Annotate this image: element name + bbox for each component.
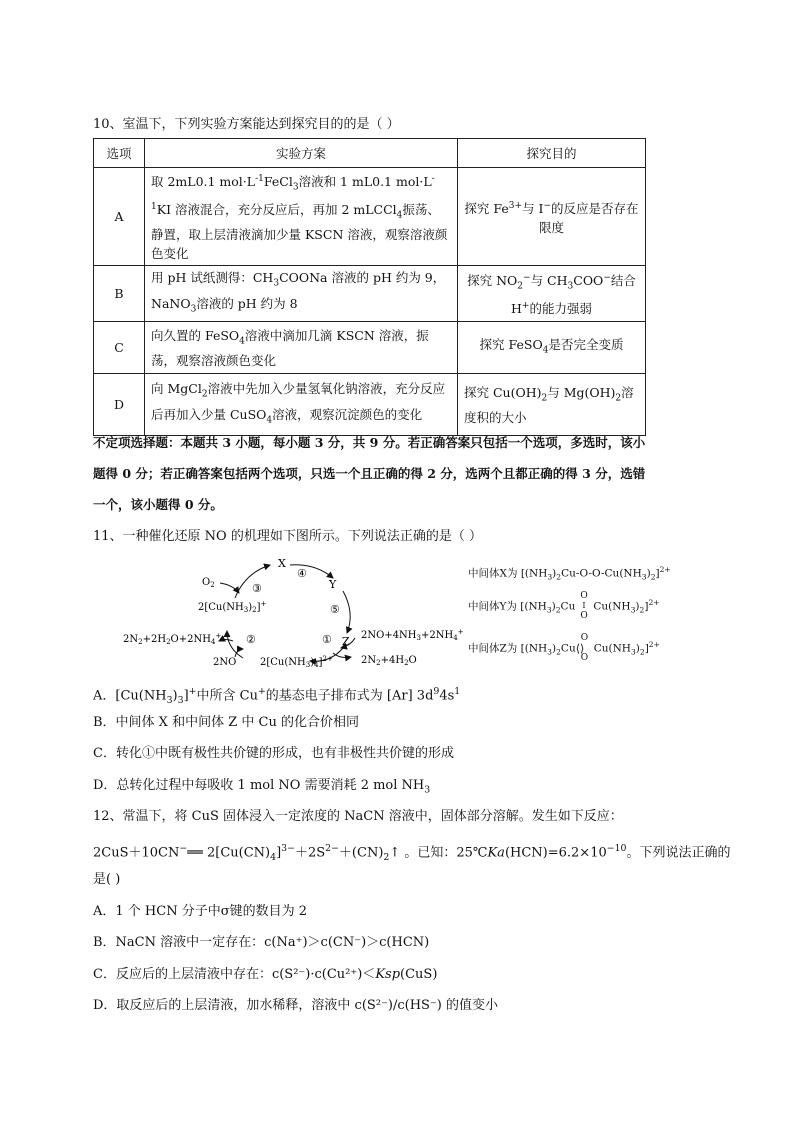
q12-stem: 12、常温下，将 CuS 固体浸入一定浓度的 NaCN 溶液中，固体部分溶解。发生如下反应：	[93, 809, 623, 824]
q11-option-b: B．中间体 X 和中间体 Z 中 Cu 的化合价相同	[93, 715, 359, 730]
table-row-d	[94, 374, 646, 436]
section-instructions-line-1: 不定项选择题：本题共 3 小题，每小题 3 分，共 9 分。若正确答案只包括一个选项，多选时，该小	[93, 435, 646, 450]
arrow-5	[343, 591, 350, 633]
o2-arrow	[220, 583, 239, 593]
right-reagents-label: $2NO+4NH_3+2NH_4^+$	[361, 628, 464, 642]
q12-option-c: C．反应后的上层清液中存在：c(S²⁻)·c(Cu²⁺)＜Ksp(CuS)	[93, 967, 438, 982]
header-plan: 实验方案	[145, 139, 458, 168]
q12-equation: 2CuS＋10CN−══ $2[Cu(CN)_4]^{3-}+2S^{2-}+(CN)_2↑$ 。已知：$25℃Ka(HCN)=6.2\times 10^{-10}$。下列说法正确的	[93, 843, 731, 863]
q12-option-b: B．NaCN 溶液中一定存在：c(Na⁺)＞c(CN⁻)＞c(HCN)	[93, 935, 430, 950]
intermediate-x: 中间体X为 $[(NH_3)_2Cu-O-O-Cu(NH_3)_2]^{2+}$	[468, 565, 671, 582]
o2-label: $O_2$	[202, 577, 215, 589]
header-option: 选项	[94, 139, 145, 168]
q11-option-d: D．总转化过程中每吸收 1 mol NO 需要消耗 2 mol $NH_3$	[93, 778, 431, 796]
plan-cell: 取 2mL0.1 $mol\cdot L^{-1}FeCl_3$溶液和 1 mL0.1 $mol\cdot L^{-1}KI$ 溶液混合，充分反应后，再加 2 mLCCl$_4$振荡、静置，取上层清液滴加少量 KSCN 溶液，观察溶液颜色变化	[145, 168, 458, 266]
option-label: C	[94, 322, 145, 374]
q11-stem: 11、一种催化还原 NO 的机理如下图所示。下列说法正确的是（ ）	[93, 529, 482, 544]
label-y: Y	[329, 578, 337, 591]
goal-cell: 探究 FeSO$_4$是否完全变质	[458, 322, 646, 374]
step-2: ②	[246, 633, 256, 646]
label-z: Z	[342, 635, 350, 648]
q12-stem-end: 是( )	[93, 872, 121, 887]
mechanism-diagram	[115, 553, 465, 682]
goal-cell: 探究 $NO_2^-$与 $CH_3COO^-$结合 H+的能力强弱	[458, 266, 646, 322]
q12-option-d: D．取反应后的上层清液，加水稀释，溶液中 c(S²⁻)/c(HS⁻) 的值变小	[93, 998, 498, 1013]
intermediate-z: 中间体Z为 [$(NH_3)_2Cu$ O ⟨⟩ O $Cu(NH_3)_2]^{2+}$	[468, 632, 660, 663]
q11-option-c: C．转化①中既有极性共价键的形成，也有非极性共价键的形成	[93, 746, 454, 761]
intermediate-y: 中间体Y为 [$(NH_3)_2Cu$ O I O $Cu(NH_3)_2]^{2+}$	[468, 590, 660, 621]
plan-cell: 用 pH 试纸测得：$CH_3COONa$ 溶液的 pH 约为 9，NaNO$_3$溶液的 pH 约为 8	[145, 266, 458, 322]
table-header-row	[94, 139, 646, 168]
table-row-c	[94, 322, 646, 374]
right-products-label: $2N_2+4H_2O$	[361, 655, 417, 667]
option-label: D	[94, 374, 145, 436]
left-products-label: $2N_2+2H_2O+2NH_4^+$	[123, 632, 222, 646]
table-row-b	[94, 266, 646, 322]
step-4: ④	[297, 567, 307, 580]
arrow-2	[227, 631, 243, 658]
cu-nh3-2-label: $2[Cu(NH_3)_2]^+$	[198, 600, 267, 614]
option-label: A	[94, 168, 145, 266]
no-left-label: 2NO	[213, 657, 237, 668]
header-goal: 探究目的	[458, 139, 646, 168]
step-3: ③	[252, 582, 262, 595]
plan-cell: 向 MgCl$_2$溶液中先加入少量氢氧化钠溶液，充分反应后再加入少量 CuSO$_4$溶液，观察沉淀颜色的变化	[145, 374, 458, 436]
n2-out-arrow-right	[333, 653, 351, 658]
catalytic-cycle-svg	[115, 553, 465, 678]
goal-cell: 探究 $Fe^{3+}$与 I−的反应是否存在限度	[458, 168, 646, 266]
table-row-a	[94, 168, 646, 266]
label-x: X	[278, 557, 286, 570]
section-instructions-line-3: 一个，该小题得 0 分。	[93, 497, 223, 512]
section-instructions-line-2: 题得 0 分；若正确答案包括两个选项，只选一个且正确的得 2 分，选两个且都正确的得 3 分，选错	[93, 466, 646, 481]
plan-cell: 向久置的 FeSO$_4$溶液中滴加几滴 KSCN 溶液，振荡，观察溶液颜色变化	[145, 322, 458, 374]
step-1: ①	[322, 633, 332, 646]
goal-cell: 探究 $Cu(OH)_2$与 $Mg(OH)_2$溶度积的大小	[458, 374, 646, 436]
cu-nh3-4-label: $2[Cu(NH_3)_4]^{2+}$	[260, 655, 333, 669]
step-5: ⑤	[330, 603, 340, 616]
option-label: B	[94, 266, 145, 322]
q12-option-a: A．1 个 HCN 分子中σ键的数目为 2	[93, 904, 307, 919]
experiment-table	[93, 138, 646, 436]
q10-stem: 10、室温下，下列实验方案能达到探究目的的是（ ）	[93, 117, 400, 132]
q11-option-a: A．$[Cu(NH_3)_3]^+$中所含 Cu+的基态电子排布式为 [Ar] $3d^94s^1$	[93, 686, 461, 706]
